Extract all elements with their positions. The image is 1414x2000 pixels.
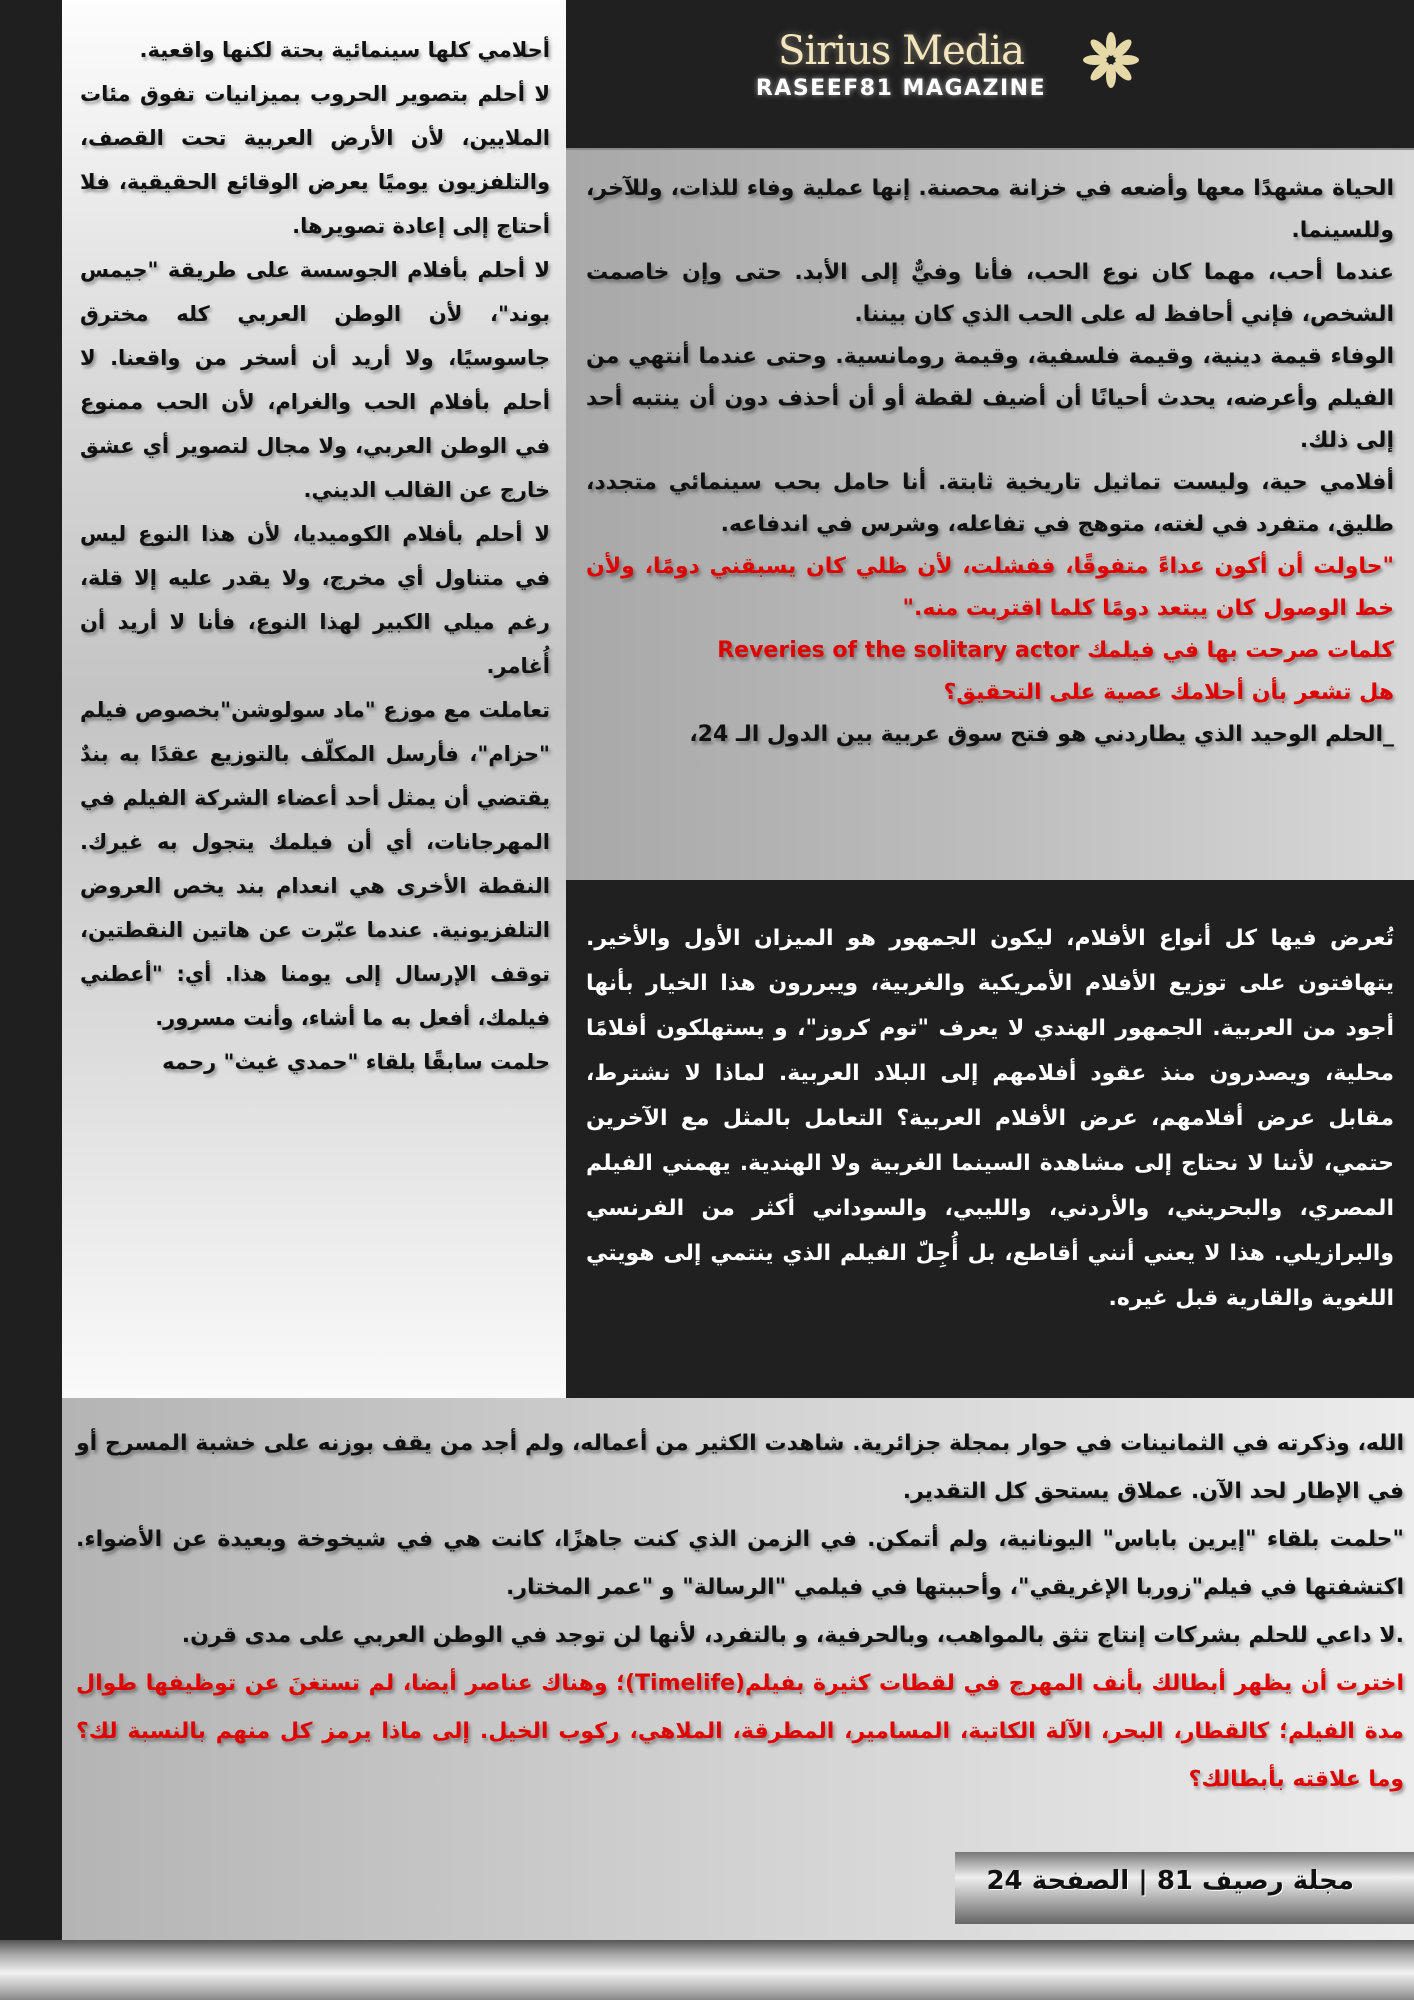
highlighted-question: كلمات صرحت بها في فيلمك Reveries of the solitary actor [717,638,1394,663]
paragraph: الله، وذكرته في الثمانينات في حوار بمجلة جزائرية. شاهدت الكثير من أعماله، ولم أجد من يقف بوزنه على خشبة المسرح أو في الإطار لحد الآن. عملاق يستحق كل التقدير. [76,1431,1404,1504]
flower-icon [1081,30,1141,90]
paragraph: لا أحلم بأفلام الجوسسة على طريقة "جيمس بوند"، لأن الوطن العربي كله مخترق جاسوسيًا، ولا أريد أن أسخر من واقعنا. لا أحلم بأفلام الحب والغرام، لأن الحب ممنوع في الوطن العربي، ولا مجال لتصوير أي عشق خارج عن القالب الديني. [80,258,550,502]
paragraph: لا أحلم بتصوير الحروب بميزانيات تفوق مئات الملايين، لأن الأرض العربية تحت القصف، والتلفزيون يوميًا يعرض الوقائع الحقيقية، فلا أحتاج إلى إعادة تصويرها. [80,82,550,238]
paragraph: "حلمت بلقاء "إيرين باباس" اليونانية، ولم أتمكن. في الزمن الذي كنت جاهزًا، كانت هي في شيخوخة وبعيدة عن الأضواء. اكتشفتها في فيلم"زوربا الإغريقي"، وأحببتها في فيلمي "الرسالة" و "عمر المختار. [76,1527,1404,1600]
highlighted-question: اخترت أن يظهر أبطالك بأنف المهرج في لقطات كثيرة بفيلم(Timelife)؛ وهناك عناصر أيضا، لم تستغنَ عن توظيفها طوال مدة الفيلم؛ كالقطار، البحر، الآلة الكاتبة، المسامير، المطرقة، الملاهي، ركوب الخيل. إلى ماذا يرمز كل منهم بالنسبة لك؟ وما علاقته بأبطالك؟ [76,1671,1404,1792]
paragraph: الحياة مشهدًا معها وأضعه في خزانة محصنة. إنها عملية وفاء للذات، وللآخر، وللسينما. [586,176,1394,243]
paragraph: الوفاء قيمة دينية، وقيمة فلسفية، وقيمة رومانسية. وحتى عندما أنتهي من الفيلم وأعرضه، يحدث أحيانًا أن أضيف لقطة أو أن أحذف دون أن ينتبه أحد إلى ذلك. [586,344,1394,453]
paragraph: أفلامي حية، وليست تماثيل تاريخية ثابتة. أنا حامل بحب سينمائي متجدد، طليق، متفرد في لغته، متوهج في تفاعله، وشرس في اندفاعه. [586,470,1394,537]
paragraph: أحلامي كلها سينمائية بحتة لكنها واقعية. [139,38,550,62]
paragraph: _الحلم الوحيد الذي يطاردني هو فتح سوق عربية بين الدول الـ 24، [689,722,1394,747]
paragraph: تُعرض فيها كل أنواع الأفلام، ليكون الجمهور هو الميزان الأول والأخير. يتهافتون على توزيع الأفلام الأمريكية والغربية، ويبررون هذا الخيار بأنها أجود من العربية. الجمهور الهندي لا يعرف "توم كروز"، و يستهلكون أفلامًا محلية، ويصدرون منذ عقود أفلامهم إلى البلاد العربية. لماذا لا نشترط، مقابل عرض أفلامهم، عرض الأفلام العربية؟ التعامل بالمثل مع الآخرين حتمي، لأننا لا نحتاج إلى مشاهدة السينما الغربية ولا الهندية. يهمني الفيلم المصري، والبحريني، والأردني، والليبي، والسوداني أكثر من الفرنسي والبرازيلي. هذا لا يعني أنني أقاطع، بل أُجِلّ الفيلم الذي ينتمي إلى هويتي اللغوية والقارية قبل غيره. [586,926,1394,1311]
right-dark-section [566,880,1414,1398]
masthead [566,0,1414,148]
paragraph: عندما أحب، مهما كان نوع الحب، فأنا وفيٌّ إلى الأبد. حتى وإن خاصمت الشخص، فإني أحافظ له على الحب الذي كان بيننا. [586,260,1394,327]
brand-subtitle: RASEEF81 MAGAZINE [755,76,1047,101]
right-gray-section [566,148,1414,880]
paragraph: تعاملت مع موزع "ماد سولوشن"بخصوص فيلم "حزام"، فأرسل المكلّف بالتوزيع عقدًا به بندٌ يقتضي أن يمثل أحد أعضاء الشركة الفيلم في المهرجانات، أي أن فيلمك يتجول به غيرك. النقطة الأخرى هي انعدام بند يخص العروض التلفزيونية. عندما عبّرت عن هاتين النقطتين، توقف الإرسال إلى يومنا هذا. أي: "أعطني فيلمك، أفعل به ما أشاء، وأنت مسرور. [80,698,550,1030]
paragraph: .لا داعي للحلم بشركات إنتاج تثق بالمواهب، وبالحرفية، و بالتفرد، لأنها لن توجد في الوطن العربي على مدى قرن. [181,1623,1404,1648]
paragraph: لا أحلم بأفلام الكوميديا، لأن هذا النوع ليس في متناول أي مخرج، ولا يقدر عليه إلا قلة، رغم ميلي الكبير لهذا النوع، فأنا لا أريد أن أُغامر. [80,522,550,678]
highlighted-question: هل تشعر بأن أحلامك عصية على التحقيق؟ [943,680,1394,705]
highlighted-question: "حاولت أن أكون عداءً متفوقًا، ففشلت، لأن ظلي كان يسبقني دومًا، ولأن خط الوصول كان يبتعد دومًا كلما اقتربت منه." [586,554,1394,621]
brand-logo [741,28,1061,101]
bottom-decorative-strip [0,1940,1414,2000]
paragraph: حلمت سابقًا بلقاء "حمدي غيث" رحمه [162,1050,550,1074]
brand-title: Sirius Media [778,28,1024,74]
page-number-label: مجلة رصيف 81 | الصفحة 24 [955,1852,1414,1924]
left-column [62,0,566,1398]
